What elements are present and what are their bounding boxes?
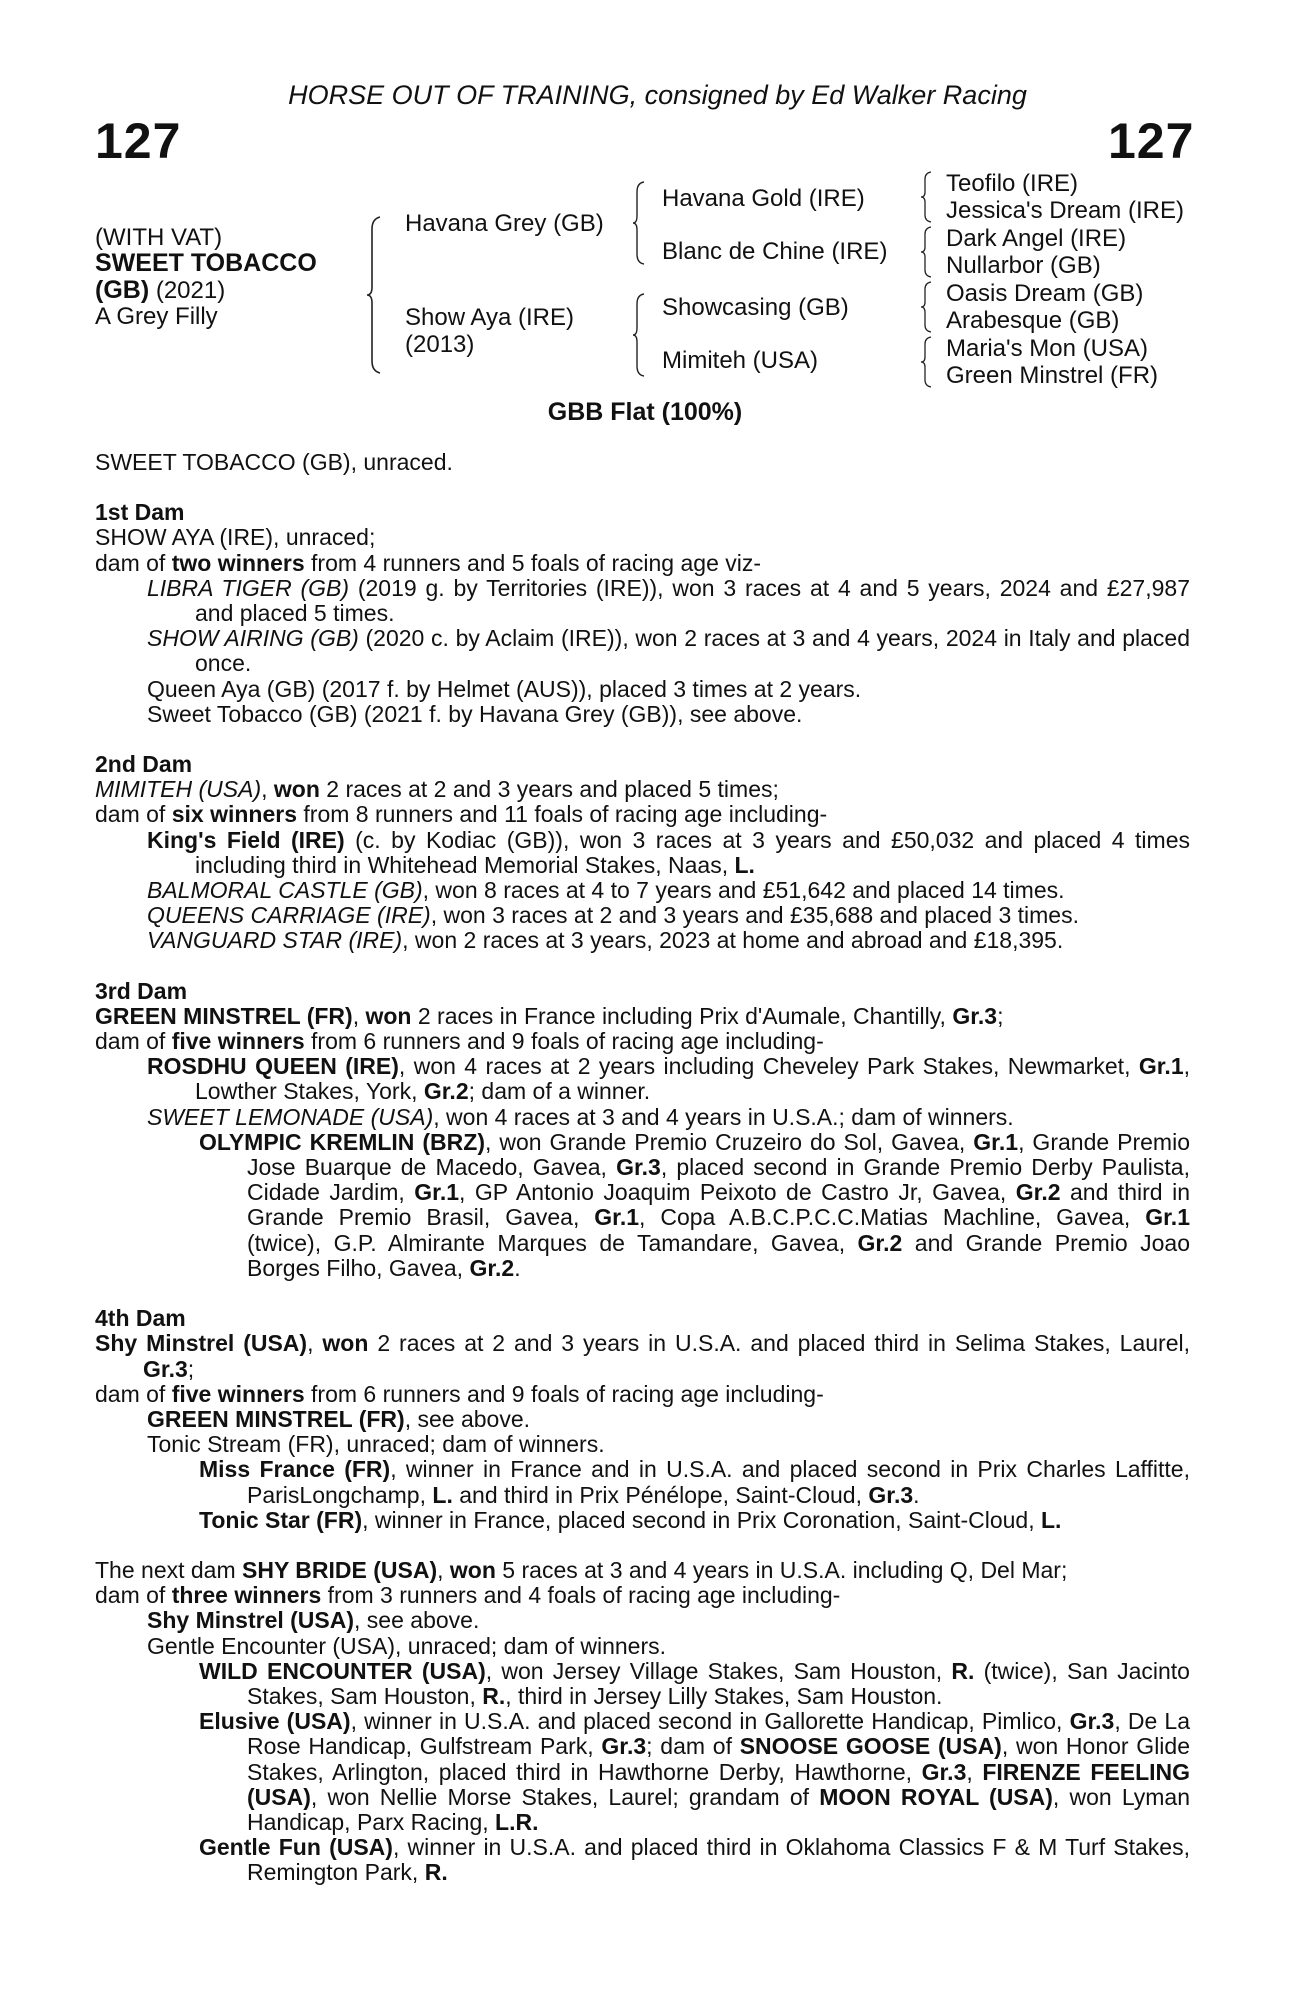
fourth-dam-grandprogeny-2: Tonic Star (FR), winner in France, placed second in Prix Coronation, Saint-Cloud, L. [199,1506,1062,1533]
fourth-dam-line2: dam of five winners from 6 runners and 9 foals of racing age including- [95,1380,824,1407]
second-dam-line2: dam of six winners from 8 runners and 11 foals of racing age including- [95,801,828,828]
pedigree-bracket-gen3-1 [920,170,936,224]
next-dam-progeny-1: Shy Minstrel (USA), see above. [147,1607,480,1634]
first-dam-progeny-1: LIBRA TIGER (GB) (2019 g. by Territories (IRE)), won 3 races at 4 and 5 years, 2024 and £27,987 and placed 5 times. [147,574,1190,627]
next-dam-grandprogeny-1: WILD ENCOUNTER (USA), won Jersey Village Stakes, Sam Houston, R. (twice), San Jacinto Stakes, Sam Houston, R., third in Jersey Lilly Stakes, Sam Houston. [199,1657,1190,1709]
next-dam-grandprogeny-2: Elusive (USA), winner in U.S.A. and placed second in Gallorette Handicap, Pimlico, Gr.3, De La Rose Handicap, Gulfstream Park, Gr.3; dam of SNOOSE GOOSE (USA), won Honor Glide Stakes, Arlington, placed third in Hawthorne Derby, Hawthorne, Gr.3, FIRENZE FEELING (USA), won Nellie Morse Stakes, Laurel; grandam of MOON ROYAL (USA), won Lyman Handicap, Parx Racing, L.R. [199,1708,1191,1835]
first-dam-progeny-2: SHOW AIRING (GB) (2020 c. by Aclaim (IRE)), won 2 races at 3 and 4 years, 2024 in Italy and placed once. [147,625,1190,677]
fourth-dam-line1: Shy Minstrel (USA), won 2 races at 2 and 3 years in U.S.A. and placed third in Selima Stakes, Laurel, Gr.3; [95,1330,1191,1382]
horse-origin-year: (GB) (2021) [95,276,226,304]
horse-name: SWEET TOBACCO [95,249,317,277]
next-dam-progeny-2: Gentle Encounter (USA), unraced; dam of winners. [147,1632,667,1659]
intro: SWEET TOBACCO (GB), unraced. [95,449,453,475]
pedigree-bracket-gen3-2 [920,225,936,279]
horse-description: A Grey Filly [95,303,218,330]
third-dam-title: 3rd Dam [95,977,188,1004]
gen3-1: Teofilo (IRE) [946,170,1079,197]
second-dam-progeny-3: QUEENS CARRIAGE (IRE), won 3 races at 2 and 3 years and £35,688 and placed 3 times. [147,902,1079,929]
second-dam-title: 2nd Dam [95,751,193,778]
vat-label: (WITH VAT) [95,224,223,251]
third-dam-progeny-2: SWEET LEMONADE (USA), won 4 races at 3 and 4 years in U.S.A.; dam of winners. [147,1103,1014,1130]
pedigree-bracket-gen2-dam [632,292,650,378]
first-dam-line2: dam of two winners from 4 runners and 5 foals of racing age viz- [95,549,762,576]
next-dam-line2: dam of three winners from 3 runners and 4 foals of racing age including- [95,1582,841,1609]
fourth-dam-grandprogeny-1: Miss France (FR), winner in France and in U.S.A. and placed second in Prix Charles Laffitte, ParisLongchamp, L. and third in Prix Pénélope, Saint-Cloud, Gr.3. [199,1456,1190,1508]
pedigree-bracket-gen3-4 [920,335,936,389]
second-dam-progeny-1: King's Field (IRE) (c. by Kodiac (GB)), won 3 races at 3 years and £50,032 and placed 4 times including third in Whitehead Memorial Stakes, Naas, L. [147,826,1190,878]
gen2-3: Showcasing (GB) [662,294,849,321]
sire: Havana Grey (GB) [405,210,604,237]
gen3-2: Jessica's Dream (IRE) [946,197,1184,224]
catalogue-body [95,450,1190,1886]
consignor-line: HORSE OUT OF TRAINING, consigned by Ed Walker Racing [288,80,1027,110]
rating: GBB Flat (100%) [547,398,743,426]
gen3-7: Maria's Mon (USA) [946,335,1148,362]
gen3-3: Dark Angel (IRE) [946,225,1127,252]
fourth-dam-progeny-1: GREEN MINSTREL (FR), see above. [147,1405,530,1432]
third-dam-progeny-1: ROSDHU QUEEN (IRE), won 4 races at 2 years including Cheveley Park Stakes, Newmarket, Gr.1, Lowther Stakes, York, Gr.2; dam of a winner. [147,1053,1191,1105]
pedigree-bracket-gen2-sire [632,180,650,266]
gen2-1: Havana Gold (IRE) [662,185,865,212]
pedigree-bracket-gen3-3 [920,280,936,334]
fourth-dam-title: 4th Dam [95,1305,186,1332]
gen3-8: Green Minstrel (FR) [946,362,1159,389]
lot-number-right: 127 [1108,113,1195,169]
second-dam-progeny-2: BALMORAL CASTLE (GB), won 8 races at 4 to 7 years and £51,642 and placed 14 times. [147,877,1065,904]
dam-year: (2013) [405,331,475,358]
fourth-dam-progeny-2: Tonic Stream (FR), unraced; dam of winners. [147,1431,605,1458]
second-dam-progeny-4: VANGUARD STAR (IRE), won 2 races at 3 years, 2023 at home and abroad and £18,395. [147,927,1064,954]
first-dam-title: 1st Dam [95,499,185,526]
third-dam-grandprogeny-1: OLYMPIC KREMLIN (BRZ), won Grande Premio Cruzeiro do Sol, Gavea, Gr.1, Grande Premio Jose Buarque de Macedo, Gavea, Gr.3, placed second in Grande Premio Derby Paulista, Cidade Jardim, Gr.1, GP Antonio Joaquim Peixoto de Castro Jr, Gavea, Gr.2 and third in Grande Premio Brasil, Gavea, Gr.1, Copa A.B.C.P.C.C.Matias Machline, Gavea, Gr.1 (twice), G.P. Almirante Marques de Tamandare, Gavea, Gr.2 and Grande Premio Joao Borges Filho, Gavea, Gr.2. [199,1128,1190,1281]
lot-number-left: 127 [95,113,182,169]
dam: Show Aya (IRE) [405,304,574,331]
first-dam-line1: SHOW AYA (IRE), unraced; [95,524,376,551]
pedigree-bracket-gen1 [366,215,386,375]
gen3-6: Arabesque (GB) [946,307,1120,334]
second-dam-line1: MIMITEH (USA), won 2 races at 2 and 3 years and placed 5 times; [95,776,779,803]
gen3-4: Nullarbor (GB) [946,252,1101,279]
third-dam-line2: dam of five winners from 6 runners and 9 foals of racing age including- [95,1028,824,1055]
third-dam-line1: GREEN MINSTREL (FR), won 2 races in France including Prix d'Aumale, Chantilly, Gr.3; [95,1002,1004,1029]
next-dam-grandprogeny-3: Gentle Fun (USA), winner in U.S.A. and placed third in Oklahoma Classics F & M Turf Stakes, Remington Park, R. [199,1834,1190,1886]
gen2-4: Mimiteh (USA) [662,347,819,374]
first-dam-progeny-4: Sweet Tobacco (GB) (2021 f. by Havana Grey (GB)), see above. [147,700,803,727]
first-dam-progeny-3: Queen Aya (GB) (2017 f. by Helmet (AUS)), placed 3 times at 2 years. [147,675,862,702]
gen2-2: Blanc de Chine (IRE) [662,238,888,265]
gen3-5: Oasis Dream (GB) [946,280,1144,307]
next-dam-line1: The next dam SHY BRIDE (USA), won 5 races at 3 and 4 years in U.S.A. including Q, Del Mar; [95,1556,1068,1583]
